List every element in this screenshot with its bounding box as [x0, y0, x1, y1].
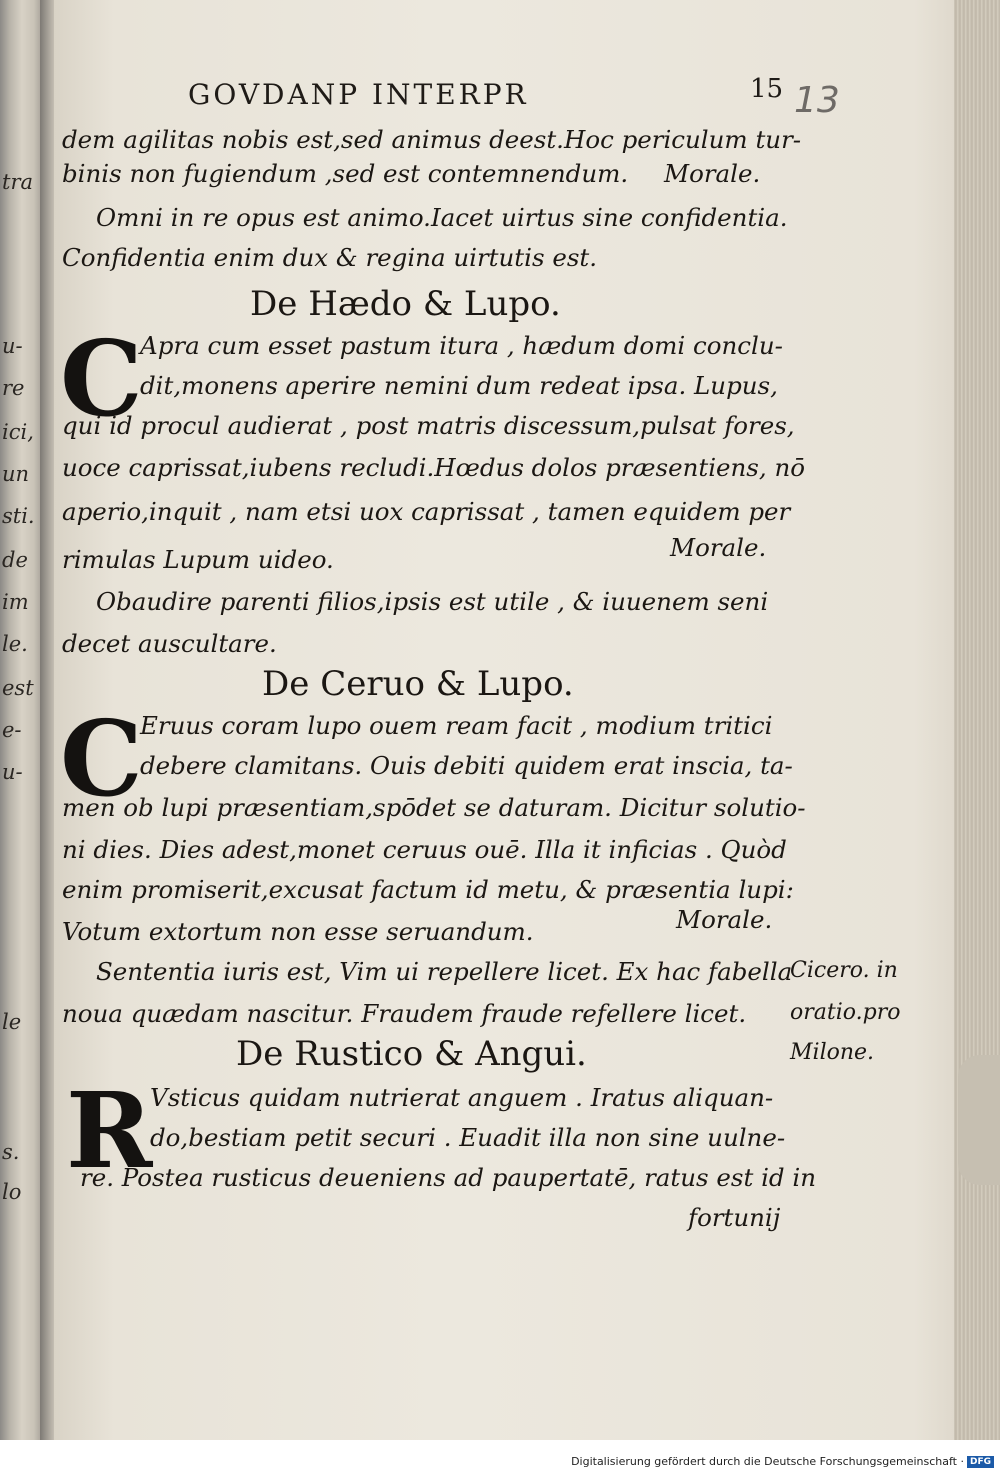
drop-initial: R	[66, 1069, 153, 1192]
text-line: Confidentia enim dux & regina uirtutis est.	[62, 243, 598, 272]
text-line: Eruus coram lupo ouem ream facit , modium tritici	[140, 711, 773, 740]
text-line: Vsticus quidam nutrierat anguem . Iratus aliquan-	[150, 1083, 774, 1112]
dfg-logo: DFG	[967, 1456, 994, 1468]
text-line: Obaudire parenti filios,ipsis est utile , & iuuenem seni	[96, 587, 769, 616]
morale-label: Morale.	[664, 159, 761, 188]
left-page-fragment: im	[2, 590, 29, 614]
text-line: rimulas Lupum uideo.	[62, 545, 334, 574]
text-line: men ob lupi præsentiam,spōdet se daturam. Dicitur solutio-	[62, 793, 806, 822]
left-page-fragment: tra	[2, 170, 33, 194]
text-line: ni dies. Dies adest,monet ceruus ouē. Illa it inficias . Quòd	[62, 835, 787, 864]
left-page-fragment: sti.	[2, 504, 35, 528]
text-line: noua quædam nascitur. Fraudem fraude refellere licet.	[62, 999, 747, 1028]
text-line: re. Postea rusticus deueniens ad paupertatē, ratus est id in	[80, 1163, 817, 1192]
fable-title: De Hædo & Lupo.	[250, 284, 561, 324]
text-line: decet auscultare.	[62, 629, 277, 658]
margin-note: Milone.	[790, 1040, 875, 1065]
drop-initial: C	[60, 697, 143, 820]
text-line: qui id procul audierat , post matris discessum,pulsat fores,	[62, 411, 795, 440]
margin-note: oratio.pro	[790, 1000, 901, 1025]
text-line: binis non fugiendum ,sed est contemnendum.	[62, 159, 629, 188]
drop-initial: C	[60, 317, 143, 440]
text-line: Sententia iuris est, Vim ui repellere licet. Ex hac fabella	[96, 957, 793, 986]
left-page-fragment: est	[2, 676, 34, 700]
page-tab	[958, 1055, 1000, 1185]
morale-label: Morale.	[670, 533, 767, 562]
digitization-credit	[571, 1455, 994, 1468]
text-line: uoce caprissat,iubens recludi.Hœdus dolos præsentiens, nō	[62, 453, 805, 482]
text-line: aperio,inquit , nam etsi uox caprissat , tamen equidem per	[62, 497, 791, 526]
margin-note: Cicero. in	[790, 958, 898, 983]
running-head: GOVDANP INTERPR	[188, 78, 529, 111]
fable-title: De Rustico & Angui.	[236, 1034, 587, 1074]
text-line: enim promiserit,excusat factum id metu, & præsentia lupi:	[62, 875, 794, 904]
left-page-fragment: de	[2, 548, 28, 572]
pencil-folio-number: 13	[794, 80, 840, 121]
left-page-fragment: e-	[2, 718, 22, 742]
text-line: debere clamitans. Ouis debiti quidem erat inscia, ta-	[140, 751, 793, 780]
catchword: fortunij	[688, 1203, 781, 1232]
credit-text: Digitalisierung gefördert durch die Deutsche Forschungsgemeinschaft ·	[571, 1455, 964, 1468]
left-page-fragment: lo	[2, 1180, 22, 1204]
left-page-fragment: re	[2, 376, 25, 400]
text-line: Votum extortum non esse seruandum.	[62, 917, 534, 946]
left-page-fragment: le	[2, 1010, 22, 1034]
text-line: Apra cum esset pastum itura , hædum domi conclu-	[140, 331, 783, 360]
page-edge	[954, 0, 1000, 1440]
text-line: Omni in re opus est animo.Iacet uirtus sine confidentia.	[96, 203, 788, 232]
fable-title: De Ceruo & Lupo.	[262, 664, 574, 704]
text-line: dem agilitas nobis est,sed animus deest.Hoc periculum tur-	[62, 125, 802, 154]
morale-label: Morale.	[676, 905, 773, 934]
left-page-edge	[0, 0, 44, 1440]
left-page-fragment: ici,	[2, 420, 34, 444]
left-page-fragment: un	[2, 462, 30, 486]
left-page-fragment: u-	[2, 760, 23, 784]
text-line: do,bestiam petit securi . Euadit illa non sine uulne-	[150, 1123, 786, 1152]
left-page-fragment: u-	[2, 334, 23, 358]
text-line: dit,monens aperire nemini dum redeat ipsa. Lupus,	[140, 371, 778, 400]
left-page-fragment: s.	[2, 1140, 20, 1164]
left-page-fragment: le.	[2, 632, 28, 656]
folio-number: 15	[750, 74, 784, 104]
